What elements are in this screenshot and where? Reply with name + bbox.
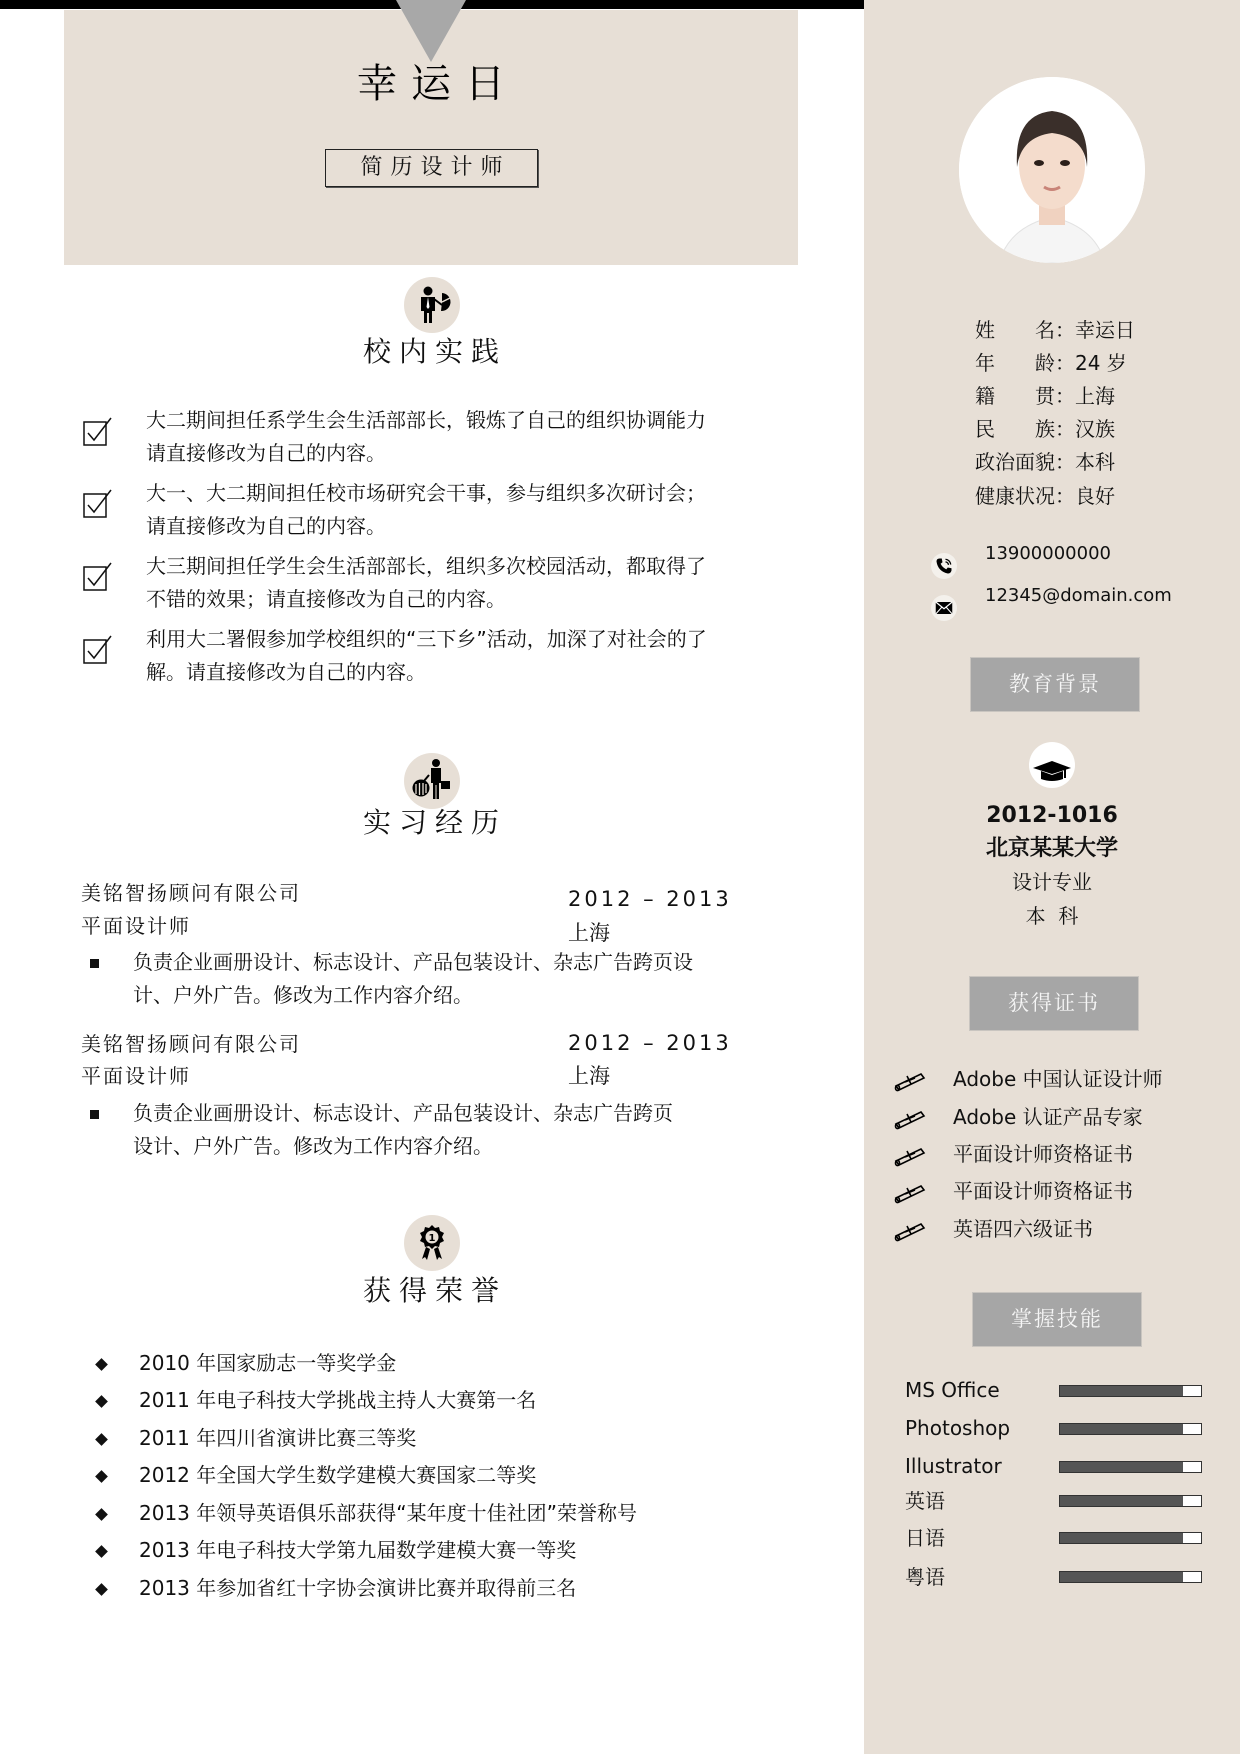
award-medal-icon [404, 1215, 460, 1271]
skill-bar [1059, 1461, 1202, 1473]
honor-item: 2010 年国家励志一等奖学金 [139, 1351, 397, 1375]
education-degree: 本 科 [1025, 904, 1079, 928]
skills-heading: 掌握技能 [972, 1292, 1142, 1347]
diploma-scroll-icon [893, 1066, 929, 1092]
graduation-cap-icon [1029, 742, 1075, 788]
job-role: 平面设计师 [81, 914, 191, 938]
checkbox-checked-icon [83, 561, 113, 593]
skill-label: MS Office [905, 1378, 1000, 1402]
section-title-honors: 获得荣誉 [362, 1274, 507, 1307]
certificate-item: 平面设计师资格证书 [953, 1179, 1133, 1203]
diamond-bullet-icon [95, 1470, 108, 1483]
practice-item: 大三期间担任学生会生活部部长，组织多次校园活动，都取得了 不错的效果；请直接修改为自己的内容。 [146, 554, 706, 611]
diploma-scroll-icon [893, 1216, 929, 1242]
education-school: 北京某某大学 [985, 836, 1118, 861]
job-description: 负责企业画册设计、标志设计、产品包装设计、杂志广告跨页 设计、户外广告。修改为工作内容介绍。 [133, 1101, 673, 1158]
job-description: 负责企业画册设计、标志设计、产品包装设计、杂志广告跨页设 计、户外广告。修改为工作内容介绍。 [133, 950, 693, 1007]
certificate-item: 平面设计师资格证书 [953, 1142, 1133, 1166]
skill-bar-fill [1060, 1496, 1183, 1506]
job-role: 平面设计师 [81, 1064, 191, 1088]
skill-label: Photoshop [905, 1416, 1011, 1440]
honor-item: 2012 年全国大学生数学建模大赛国家二等奖 [139, 1463, 537, 1487]
skill-bar-fill [1060, 1462, 1183, 1472]
checkbox-checked-icon [83, 488, 113, 520]
info-age: 年 龄：24 岁 [975, 351, 1127, 375]
diamond-bullet-icon [95, 1433, 108, 1446]
candidate-name: 幸运日 [357, 61, 519, 107]
presenter-chart-icon [404, 277, 460, 333]
diamond-bullet-icon [95, 1395, 108, 1408]
certificate-item: Adobe 中国认证设计师 [953, 1067, 1163, 1091]
certificate-item: 英语四六级证书 [953, 1217, 1093, 1241]
diamond-bullet-icon [95, 1358, 108, 1371]
email-address: 12345@domain.com [985, 585, 1172, 606]
honor-item: 2013 年电子科技大学第九届数学建模大赛一等奖 [139, 1538, 577, 1562]
skill-bar-fill [1060, 1533, 1183, 1543]
skill-bar [1059, 1571, 1202, 1583]
section-title-practice: 校内实践 [362, 335, 507, 368]
honor-item: 2013 年领导英语俱乐部获得“某年度十佳社团”荣誉称号 [139, 1501, 637, 1525]
honor-item: 2013 年参加省红十字协会演讲比赛并取得前三名 [139, 1576, 577, 1600]
skill-bar [1059, 1495, 1202, 1507]
skill-label: Illustrator [905, 1454, 1002, 1478]
diamond-bullet-icon [95, 1583, 108, 1596]
skill-bar [1059, 1532, 1202, 1544]
honor-item: 2011 年电子科技大学挑战主持人大赛第一名 [139, 1388, 537, 1412]
skill-bar-fill [1060, 1572, 1183, 1582]
job-period: 2012 – 2013 [568, 1031, 732, 1055]
skill-bar [1059, 1423, 1202, 1435]
square-bullet-icon [90, 1110, 99, 1119]
portrait-icon [959, 77, 1145, 263]
info-name: 姓 名：幸运日 [975, 318, 1135, 342]
businessman-briefcase-icon [404, 753, 460, 809]
info-health: 健康状况：良好 [975, 484, 1115, 508]
skill-bar [1059, 1385, 1202, 1397]
job-title-box: 简历设计师 [325, 149, 538, 187]
honor-item: 2011 年四川省演讲比赛三等奖 [139, 1426, 417, 1450]
checkbox-checked-icon [83, 634, 113, 666]
certificate-item: Adobe 认证产品专家 [953, 1105, 1143, 1129]
checkbox-checked-icon [83, 416, 113, 448]
education-period: 2012-1016 [986, 803, 1118, 828]
job-location: 上海 [568, 1064, 610, 1088]
square-bullet-icon [90, 959, 99, 968]
skill-label: 粤语 [905, 1565, 945, 1589]
job-company: 美铭智扬顾问有限公司 [81, 881, 301, 905]
svg-text:1: 1 [428, 1233, 436, 1244]
diamond-bullet-icon [95, 1508, 108, 1521]
diploma-scroll-icon [893, 1178, 929, 1204]
skill-bar-fill [1060, 1386, 1183, 1396]
phone-icon [931, 553, 957, 579]
diploma-scroll-icon [893, 1104, 929, 1130]
skill-bar-fill [1060, 1424, 1183, 1434]
diamond-bullet-icon [95, 1545, 108, 1558]
info-political-status: 政治面貌：本科 [975, 450, 1115, 474]
education-heading: 教育背景 [970, 657, 1140, 712]
section-title-internship: 实习经历 [362, 806, 507, 839]
practice-item: 大二期间担任系学生会生活部部长，锻炼了自己的组织协调能力 请直接修改为自己的内容。 [146, 408, 706, 465]
phone-number: 13900000000 [985, 543, 1111, 564]
diploma-scroll-icon [893, 1141, 929, 1167]
info-hometown: 籍 贯：上海 [975, 384, 1115, 408]
skill-label: 日语 [905, 1526, 945, 1550]
info-ethnicity: 民 族：汉族 [975, 417, 1115, 441]
certificates-heading: 获得证书 [969, 976, 1139, 1031]
practice-item: 利用大二署假参加学校组织的“三下乡”活动，加深了对社会的了 解。请直接修改为自己的内容。 [146, 627, 707, 684]
practice-item: 大一、大二期间担任校市场研究会干事，参与组织多次研讨会； 请直接修改为自己的内容。 [146, 481, 706, 538]
skill-label: 英语 [905, 1489, 945, 1513]
job-period: 2012 – 2013 [568, 887, 732, 911]
education-major: 设计专业 [1012, 870, 1092, 894]
job-location: 上海 [568, 921, 610, 945]
profile-photo [959, 77, 1145, 263]
job-company: 美铭智扬顾问有限公司 [81, 1032, 301, 1056]
envelope-icon [931, 595, 957, 621]
